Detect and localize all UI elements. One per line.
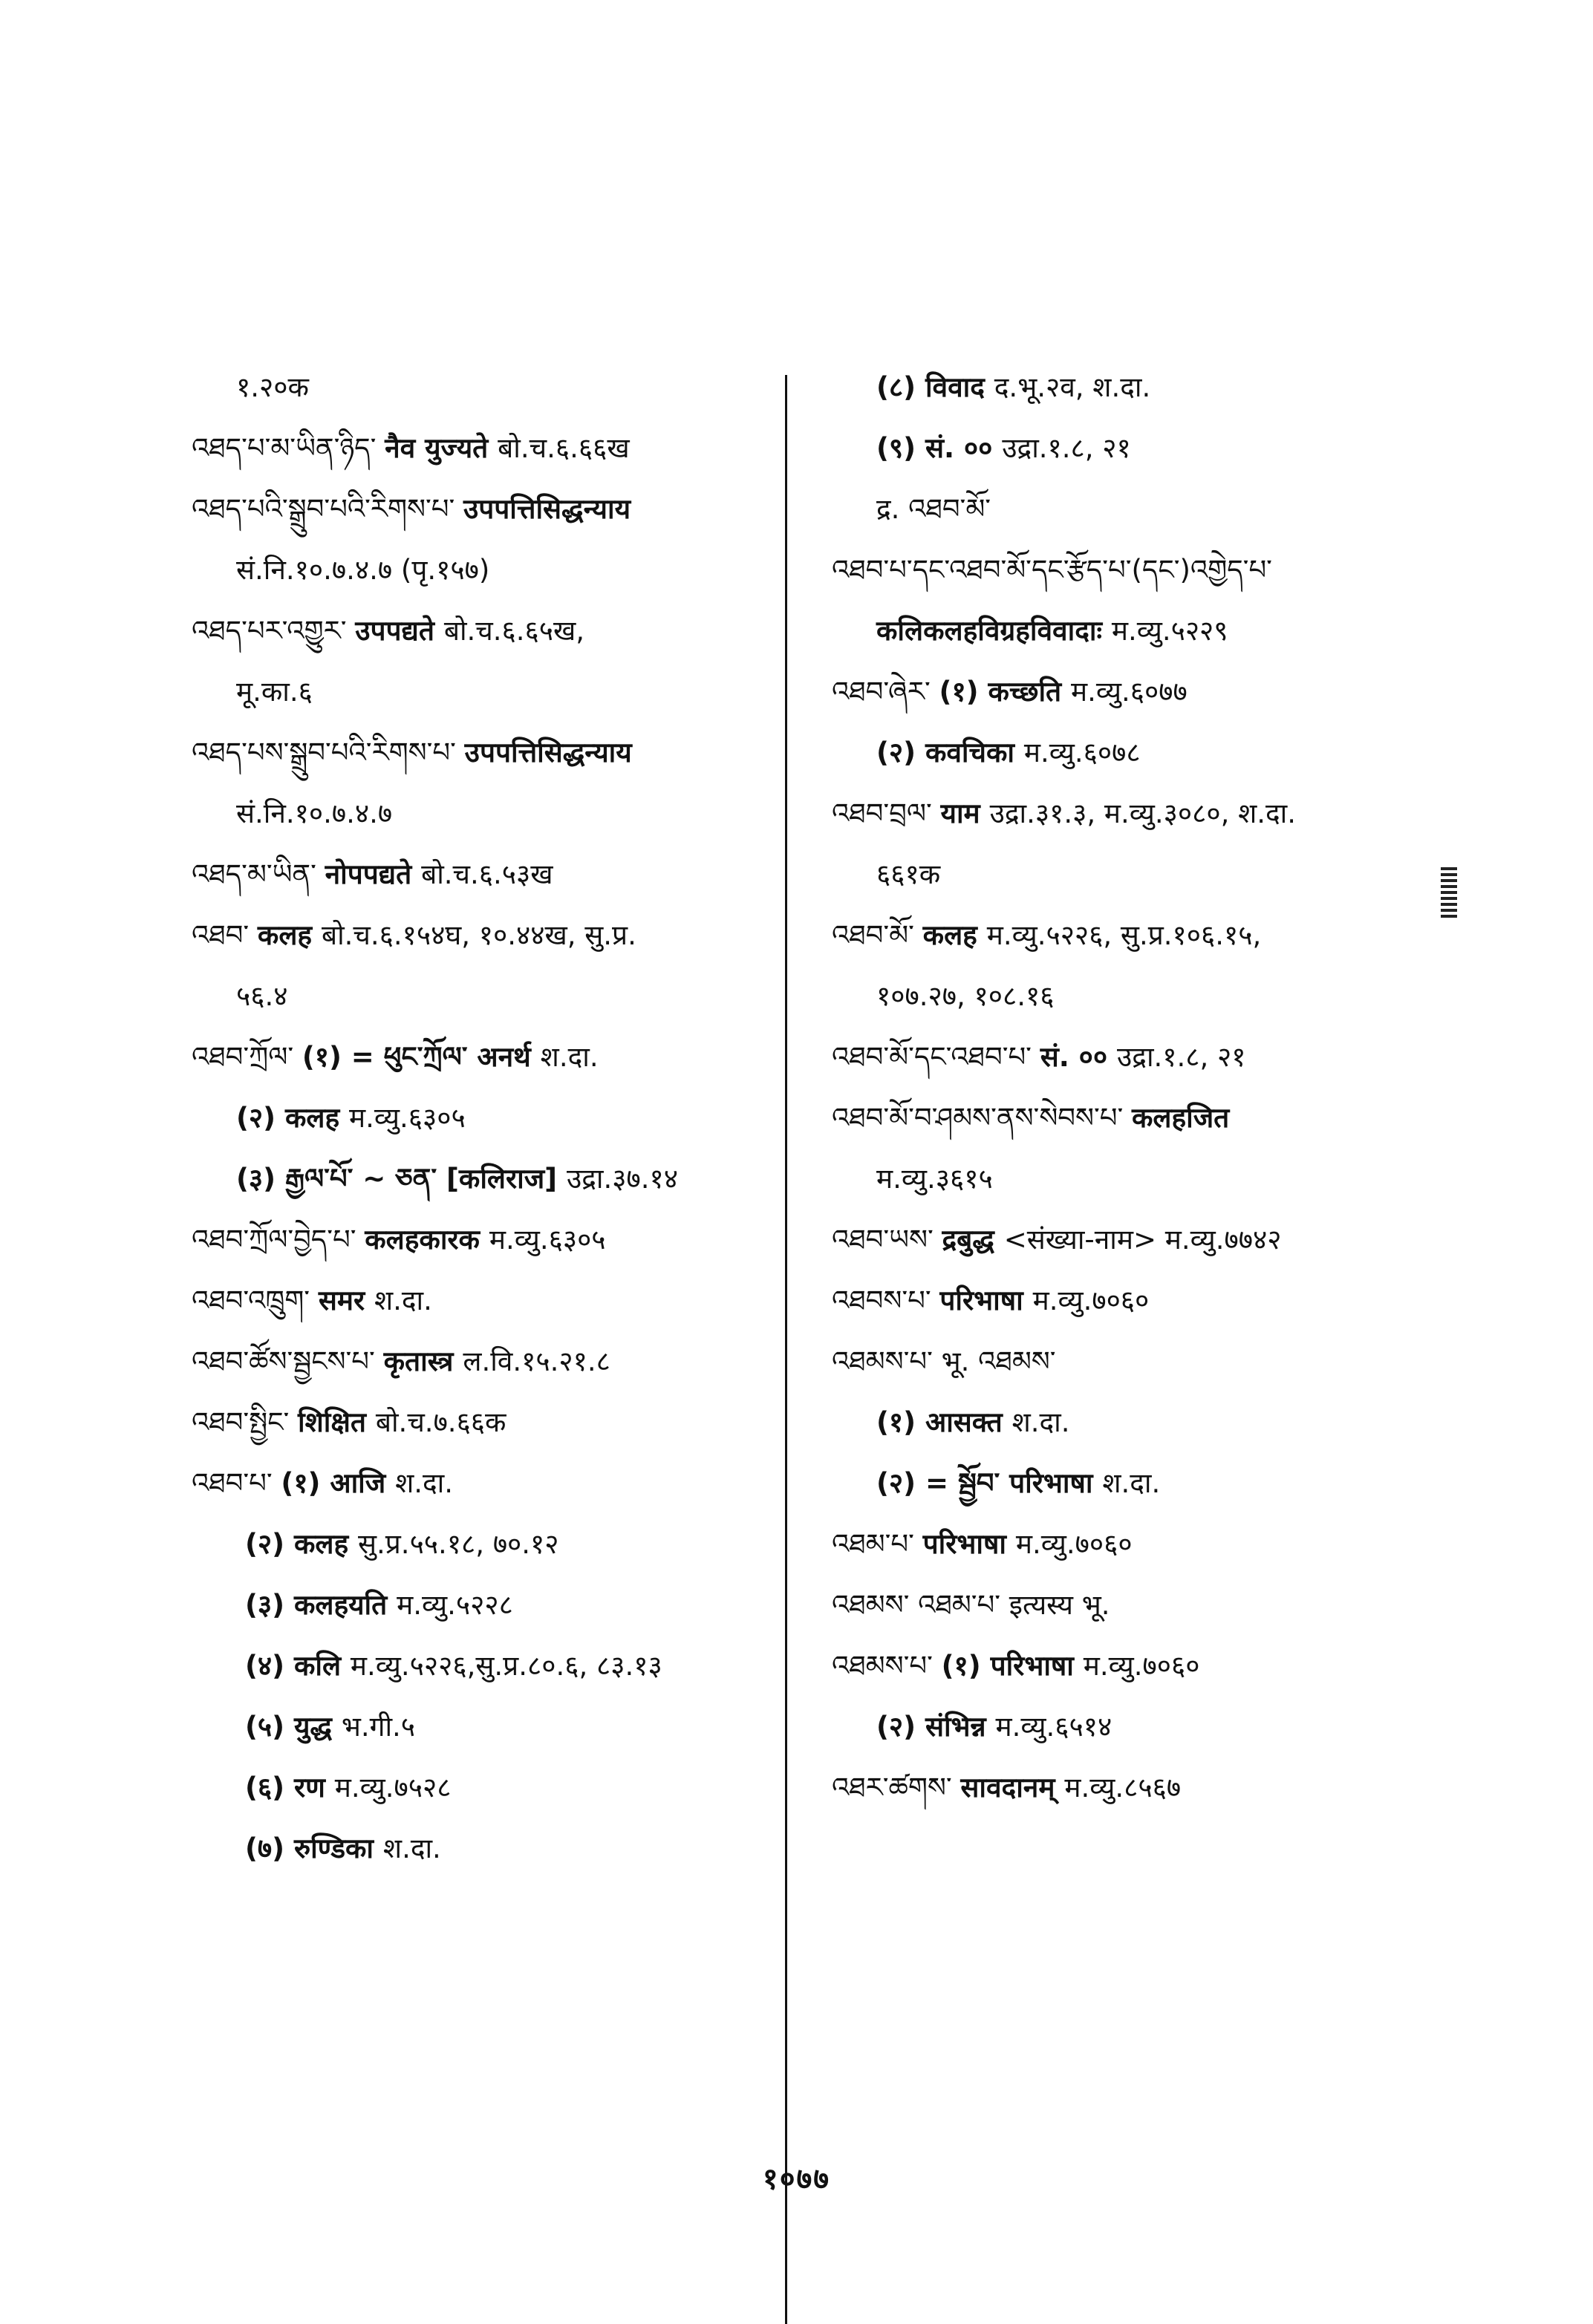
source-reference: बो.च.६.६६ख	[498, 432, 630, 464]
dictionary-entry	[832, 1406, 1441, 1439]
source-reference: सं.नि.१०.७.४.७	[236, 797, 393, 829]
dictionary-entry	[192, 1285, 771, 1317]
tibetan-headword: འཐབས་པ་	[832, 1285, 940, 1316]
source-reference: श.दा.	[395, 1467, 454, 1499]
dictionary-entry	[832, 1285, 1441, 1317]
source-reference: श.दा.	[540, 1041, 599, 1073]
sanskrit-equivalent: (३) རྒྱལ་པོ་ ~ ཅན་ [कलिराज]	[236, 1163, 567, 1195]
source-reference: ५६.४	[236, 980, 288, 1012]
sanskrit-equivalent: उपपद्यते	[355, 615, 444, 647]
dictionary-entry	[192, 797, 771, 830]
tibetan-headword: འཐབ་མོ་	[908, 493, 991, 525]
tibetan-headword: འཐབ་ཀྲོལ་	[192, 1041, 302, 1073]
tibetan-headword: འཐབ་ཀྲོལ་བྱེད་པ་	[192, 1224, 365, 1256]
dictionary-entry	[192, 432, 771, 465]
tibetan-headword: འཐད་པས་སྒྲུབ་པའི་རིགས་པ་	[192, 737, 465, 768]
dictionary-entry	[832, 1772, 1441, 1804]
sanskrit-equivalent: (१) = ཕུང་ཀྲོལ་ अनर्थ	[302, 1041, 541, 1073]
source-reference: बो.च.६.१५४घ, १०.४४ख, सु.प्र.	[321, 919, 636, 951]
source-reference: म.व्यु.६३०५	[348, 1102, 466, 1134]
source-reference: भ.गी.५	[341, 1711, 416, 1743]
dictionary-entry	[832, 858, 1441, 891]
dictionary-entry	[832, 1224, 1441, 1256]
sanskrit-equivalent: सावदानम्	[960, 1772, 1065, 1804]
tibetan-headword: འཐབ་མོ་	[832, 919, 923, 951]
tibetan-headword: འཐབ་བྲལ་	[832, 797, 941, 829]
sanskrit-equivalent: शिक्षित	[298, 1406, 376, 1438]
tibetan-headword: འཐབ་ཡས་	[832, 1224, 942, 1256]
source-reference: बो.च.६.५३ख	[421, 858, 553, 890]
sanskrit-equivalent: सं. ००	[1040, 1041, 1118, 1073]
dictionary-entry	[192, 1224, 771, 1256]
tibetan-headword: འཐབ་འཁྲུག་	[192, 1285, 319, 1316]
sanskrit-equivalent: (१) आजि	[281, 1467, 396, 1499]
source-reference: १.२०क	[236, 371, 309, 403]
source-reference: सु.प्र.५५.१८, ७०.१२	[357, 1528, 559, 1560]
source-reference: बो.च.६.६५ख,	[443, 615, 585, 647]
source-reference: म.व्यु.५२२६, सु.प्र.१०६.१५,	[986, 919, 1262, 951]
source-reference: श.दा.	[1102, 1467, 1161, 1499]
source-reference: म.व्यु.७०६०	[1083, 1650, 1200, 1682]
sanskrit-equivalent: द्रबुद्ध	[942, 1224, 1004, 1256]
dictionary-entry	[192, 676, 771, 708]
sanskrit-equivalent: कलहकारक	[365, 1224, 489, 1256]
dictionary-entry	[832, 432, 1441, 465]
source-reference: म.व्यु.६५१४	[995, 1711, 1113, 1743]
tibetan-headword: འཐད་མ་ཡིན་	[192, 858, 325, 890]
dictionary-entry	[832, 1528, 1441, 1561]
sanskrit-equivalent: समर	[318, 1285, 374, 1316]
source-reference: सं.नि.१०.७.४.७ (पृ.१५७)	[236, 554, 490, 586]
tibetan-headword: འཐབ་ཚོས་སྦྱངས་པ་	[192, 1345, 384, 1377]
source-reference: म.व्यु.७०६०	[1015, 1528, 1133, 1560]
sanskrit-equivalent: परिभाषा	[922, 1528, 1016, 1560]
tibetan-headword: འཐབ་ཞེར་	[832, 676, 939, 708]
tibetan-headword: འཐད་པའི་སྒྲུབ་པའི་རིགས་པ་	[192, 493, 463, 525]
sanskrit-equivalent: नैव युज्यते	[385, 432, 498, 464]
sanskrit-equivalent: परिभाषा	[939, 1285, 1033, 1316]
dictionary-entry	[192, 1163, 771, 1195]
sanskrit-equivalent: कृतास्त्र	[383, 1345, 463, 1377]
source-reference: उद्रा.३७.१४	[566, 1163, 678, 1195]
source-reference: म.व्यु.५२२६,सु.प्र.८०.६, ८३.१३	[350, 1650, 662, 1682]
tibetan-headword: འཐབ་མོ་དང་འཐབ་པ་	[832, 1041, 1040, 1073]
dictionary-entry	[192, 1406, 771, 1439]
dictionary-entry	[192, 1102, 771, 1135]
source-reference: द्र.	[876, 493, 909, 525]
sanskrit-equivalent: (६) रण	[245, 1772, 335, 1804]
sanskrit-equivalent: (२) = སྦྱོབ་ परिभाषा	[876, 1467, 1103, 1499]
dictionary-entry	[832, 676, 1441, 708]
tibetan-headword: འཐབ་པ་དང་འཐབ་མོ་དང་རྩོད་པ་(དང་)འགྱེད་པ་	[832, 554, 1272, 586]
sanskrit-equivalent: (२) कवचिका	[876, 737, 1024, 768]
tibetan-headword: འཐབ་པ་	[192, 1467, 281, 1499]
dictionary-entry	[832, 737, 1441, 769]
source-reference: म.व्यु.३६१५	[876, 1163, 993, 1195]
source-reference: श.दा.	[1011, 1406, 1070, 1438]
dictionary-entry	[192, 615, 771, 647]
sanskrit-equivalent: (१) आसक्त	[876, 1406, 1012, 1438]
tibetan-headword: འཐམས་པ་	[832, 1345, 942, 1377]
source-reference: उद्रा.३१.३, म.व्यु.३०८०, श.दा.	[989, 797, 1297, 829]
dictionary-entry	[832, 980, 1441, 1013]
dictionary-entry	[832, 1650, 1441, 1682]
sanskrit-equivalent: कलिकलहविग्रहविवादाः	[876, 615, 1112, 647]
sanskrit-equivalent: (७) रुण्डिका	[245, 1832, 383, 1864]
left-column	[192, 371, 771, 1893]
sanskrit-equivalent: उपपत्तिसिद्धन्याय	[463, 493, 631, 525]
tibetan-headword: འཐད་པ་མ་ཡིན་ཉིད་	[192, 432, 385, 464]
source-reference: १०७.२७, १०८.१६	[876, 980, 1055, 1012]
dictionary-entry	[192, 737, 771, 769]
sanskrit-equivalent: उपपत्तिसिद्धन्याय	[464, 737, 632, 768]
dictionary-entry	[832, 797, 1441, 830]
dictionary-entry	[192, 1650, 771, 1682]
tibetan-headword: འཐམས་པ་	[832, 1650, 942, 1682]
right-column	[832, 371, 1441, 1832]
sanskrit-equivalent: याम	[940, 797, 990, 829]
dictionary-entry	[832, 919, 1441, 952]
sanskrit-equivalent: (८) विवाद	[876, 371, 994, 403]
sanskrit-equivalent: कलह	[257, 919, 322, 951]
source-reference: भू. འཐམས་	[941, 1345, 1056, 1377]
source-reference: ६६१क	[876, 858, 941, 890]
sanskrit-equivalent: कलहजित	[1132, 1102, 1230, 1134]
source-reference: म.व्यु.५२२८	[397, 1589, 513, 1621]
source-reference: उद्रा.१.८, २१	[1002, 432, 1131, 464]
source-reference: ल.वि.१५.२१.८	[463, 1345, 610, 1377]
source-reference: श.दा.	[374, 1285, 432, 1316]
dictionary-entry	[832, 493, 1441, 526]
dictionary-entry	[192, 1589, 771, 1622]
page-number: १०७७	[762, 2162, 831, 2196]
source-reference: म.व्यु.५२२९	[1111, 615, 1228, 647]
dictionary-entry	[832, 1102, 1441, 1135]
dictionary-entry	[192, 980, 771, 1013]
source-reference: म.व्यु.७५२८	[334, 1772, 452, 1804]
source-reference: म.व्यु.६३०५	[489, 1224, 606, 1256]
tibetan-headword: འཐབ་	[192, 919, 258, 951]
sanskrit-equivalent: नोपपद्यते	[325, 858, 422, 890]
dictionary-entry	[192, 371, 771, 404]
dictionary-entry	[192, 919, 771, 952]
dictionary-entry	[832, 1711, 1441, 1743]
dictionary-entry	[192, 493, 771, 526]
dictionary-entry	[192, 1711, 771, 1743]
dictionary-entry	[832, 1345, 1441, 1378]
sanskrit-equivalent: (२) कलह	[245, 1528, 358, 1560]
sanskrit-equivalent: (४) कलि	[245, 1650, 351, 1682]
sanskrit-equivalent: (१) परिभाषा	[941, 1650, 1084, 1682]
source-reference: मू.का.६	[236, 676, 313, 708]
source-reference: म.व्यु.८५६७	[1064, 1772, 1182, 1804]
source-reference: श.दा.	[382, 1832, 441, 1864]
source-reference: द.भू.२व, श.दा.	[994, 371, 1151, 403]
tibetan-headword: འཐར་ཚགས་	[832, 1772, 961, 1804]
sanskrit-equivalent: (५) युद्ध	[245, 1711, 342, 1743]
dictionary-entry	[832, 1041, 1441, 1074]
tibetan-headword: འཐད་པར་འགྱུར་	[192, 615, 356, 647]
source-reference: म.व्यु.६०७८	[1023, 737, 1141, 768]
dictionary-entry	[192, 1832, 771, 1865]
dictionary-entry	[192, 858, 771, 891]
dictionary-entry	[832, 371, 1441, 404]
sanskrit-equivalent: (२) कलह	[236, 1102, 349, 1134]
dictionary-entry	[832, 1589, 1441, 1622]
sanskrit-equivalent: (१) कच्छति	[939, 676, 1071, 708]
tibetan-headword: འཐམ་པ་	[832, 1528, 923, 1560]
source-reference: <संख्या-नाम> म.व्यु.७७४२	[1003, 1224, 1282, 1256]
margin-mark-icon	[1441, 867, 1457, 918]
dictionary-entry	[832, 554, 1441, 587]
dictionary-entry	[192, 1041, 771, 1074]
dictionary-entry	[832, 1467, 1441, 1500]
source-reference: འཐམ་པ་ इत्यस्य भू.	[918, 1589, 1110, 1621]
tibetan-headword: འཐམས་	[832, 1589, 919, 1621]
source-reference: बो.च.७.६६क	[375, 1406, 506, 1438]
source-reference: म.व्यु.७०६०	[1032, 1285, 1150, 1316]
dictionary-entry	[192, 554, 771, 587]
source-reference: उद्रा.१.८, २१	[1117, 1041, 1246, 1073]
sanskrit-equivalent: कलह	[922, 919, 987, 951]
dictionary-entry	[192, 1528, 771, 1561]
sanskrit-equivalent: (९) सं. ००	[876, 432, 1003, 464]
source-reference: म.व्यु.६०७७	[1071, 676, 1188, 708]
dictionary-entry	[832, 615, 1441, 647]
dictionary-entry	[192, 1345, 771, 1378]
dictionary-entry	[832, 1163, 1441, 1195]
sanskrit-equivalent: (२) संभिन्न	[876, 1711, 996, 1743]
column-divider	[785, 375, 787, 2324]
tibetan-headword: འཐབ་སྤྱིང་	[192, 1406, 299, 1438]
tibetan-headword: འཐབ་མོ་བ་ཤམས་ནས་སེབས་པ་	[832, 1102, 1132, 1134]
dictionary-entry	[192, 1467, 771, 1500]
dictionary-entry	[192, 1772, 771, 1804]
sanskrit-equivalent: (३) कलहयति	[245, 1589, 397, 1621]
